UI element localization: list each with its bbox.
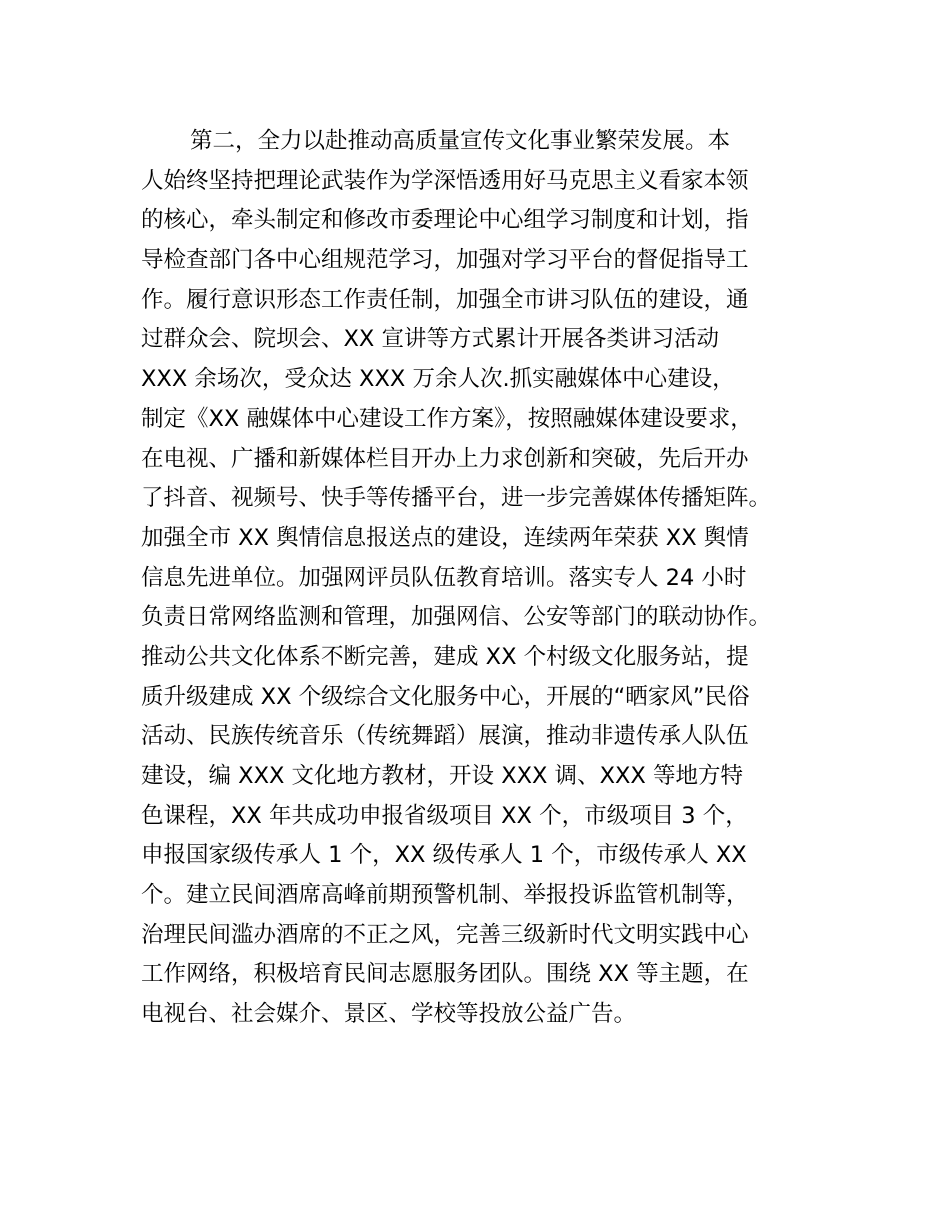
- paragraph-line: XXX 余场次，受众达 XXX 万余人次.抓实融媒体中心建设，: [141, 366, 735, 393]
- paragraph-line: 作。履行意识形态工作责任制，加强全市讲习队伍的建设，通: [141, 286, 749, 313]
- paragraph-line: 人始终坚持把理论武装作为学深悟透用好马克思主义看家本领: [141, 167, 749, 194]
- paragraph-line: 色课程，XX 年共成功申报省级项目 XX 个，市级项目 3 个，: [141, 802, 748, 829]
- paragraph-line: 活动、民族传统音乐（传统舞蹈）展演，推动非遗传承人队伍: [141, 723, 749, 750]
- paragraph-line: 负责日常网络监测和管理，加强网信、公安等部门的联动协作。: [141, 604, 772, 631]
- paragraph-line: 电视台、社会媒介、景区、学校等投放公益广告。: [141, 1001, 637, 1028]
- paragraph-line: 个。建立民间酒席高峰前期预警机制、举报投诉监管机制等，: [141, 882, 749, 909]
- paragraph-line: 质升级建成 XX 个级综合文化服务中心，开展的“晒家风”民俗: [141, 683, 750, 710]
- paragraph-line: 制定《XX 融媒体中心建设工作方案》，按照融媒体建设要求，: [141, 405, 753, 432]
- paragraph-line: 在电视、广播和新媒体栏目开办上力求创新和突破，先后开办: [141, 445, 749, 472]
- paragraph-line: 工作网络，积极培育民间志愿服务团队。围绕 XX 等主题，在: [141, 961, 749, 988]
- paragraph-line: 了抖音、视频号、快手等传播平台，进一步完善媒体传播矩阵。: [141, 485, 772, 512]
- paragraph-line: 的核心，牵头制定和修改市委理论中心组学习制度和计划，指: [141, 207, 749, 234]
- paragraph-line: 第二，全力以赴推动高质量宣传文化事业繁荣发展。本: [190, 128, 731, 154]
- paragraph-line: 导检查部门各中心组规范学习，加强对学习平台的督促指导工: [141, 247, 749, 274]
- paragraph-line: 过群众会、院坝会、XX 宣讲等方式累计开展各类讲习活动: [141, 326, 719, 353]
- paragraph-line: 信息先进单位。加强网评员队伍教育培训。落实专人 24 小时: [141, 564, 747, 591]
- body-paragraph: [141, 122, 841, 1035]
- paragraph-line: 申报国家级传承人 1 个，XX 级传承人 1 个，市级传承人 XX: [141, 842, 747, 869]
- paragraph-line: 治理民间滥办酒席的不正之风，完善三级新时代文明实践中心: [141, 921, 749, 948]
- paragraph-line: 加强全市 XX 舆情信息报送点的建设，连续两年荣获 XX 舆情: [141, 524, 749, 551]
- paragraph-line: 建设，编 XXX 文化地方教材，开设 XXX 调、XXX 等地方特: [141, 763, 743, 789]
- paragraph-line: 推动公共文化体系不断完善，建成 XX 个村级文化服务站，提: [141, 643, 749, 670]
